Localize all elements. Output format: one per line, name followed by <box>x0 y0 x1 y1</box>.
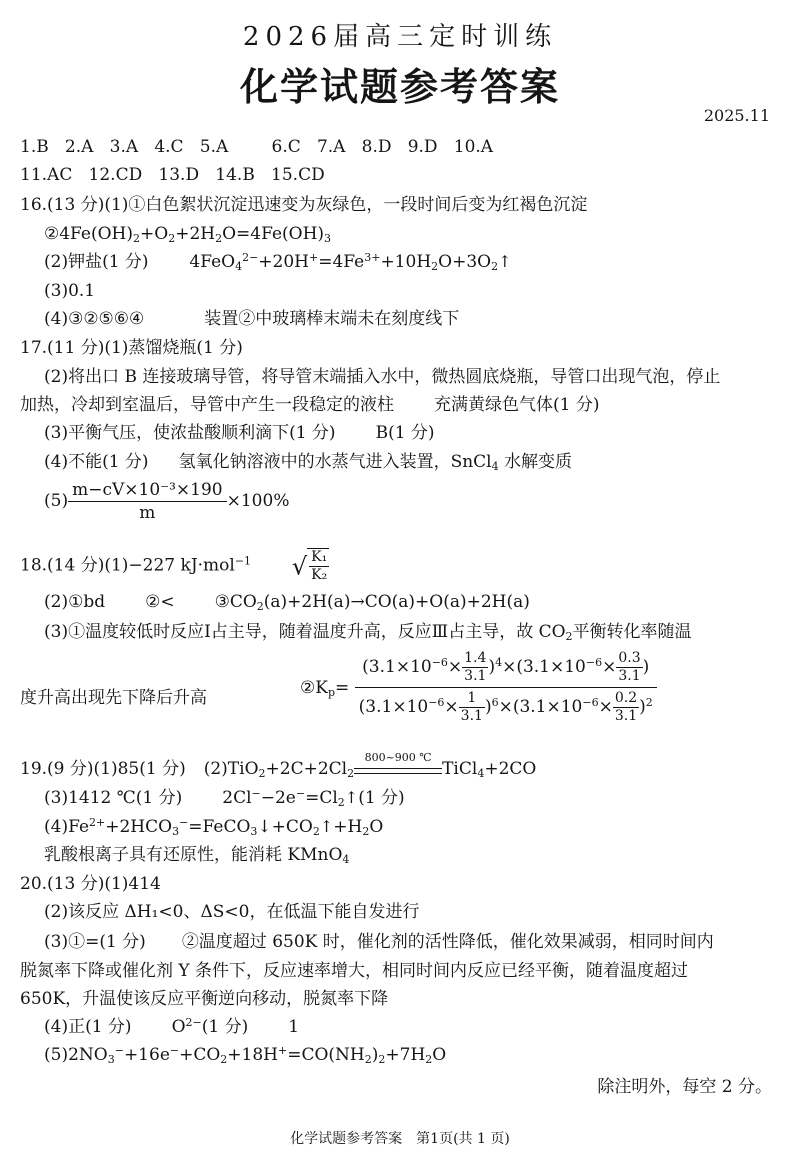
q16-equation-1: $②4Fe(OH)_2+O_2+2H_2O=4Fe(OH)_3$ <box>44 224 332 245</box>
reaction-condition: 800~900 ℃ <box>354 760 442 780</box>
mc-answers-row-2: 11.AC 12.CD 13.D 14.B 15.CD <box>20 165 325 185</box>
q18-part-2: (2)①bd ②< $③CO_2(a)+2H(a)\to CO(a)+O(a)+2H(a)$ <box>44 592 530 613</box>
q20-part-2: (2)该反应 ΔH₁<0、ΔS<0，在低温下能自发进行 <box>44 902 420 922</box>
q17-part-3: (3)平衡气压，使浓盐酸顺利滴下(1 分) B(1 分) <box>44 423 435 443</box>
q16-part-2: (2)钾盐(1 分) $4FeO_4^{2-}+20H^+=4Fe^{3+}+10H_2O+3O_2↑$ <box>44 251 512 273</box>
date: 2025.11 <box>703 106 770 125</box>
precipitate-arrow-icon: ↓ <box>257 817 272 837</box>
q20-head: 20.(13 分)(1)414 <box>20 874 161 894</box>
q17-part-4: (4)不能(1 分) 氢氧化钠溶液中的水蒸气进入装置，SnCl$_4$ 水解变质 <box>44 452 573 473</box>
q20-part-3-line-1: (3)①=(1 分) ②温度超过 650K 时，催化剂的活性降低，催化效果减弱，相同时间内 <box>44 932 714 952</box>
q19-part-4-equation: $(4)Fe^{2+}+2HCO_3^-=FeCO_3↓+CO_2↑+H_2O$ <box>44 816 384 838</box>
q19-part-3: (3)1412 ℃(1 分) $2Cl^--2e^-=Cl_2↑(1$ 分) <box>44 787 405 809</box>
q16-part-3: (3)0.1 <box>44 281 96 301</box>
page-footer: 化学试题参考答案 第1页(共 1 页) <box>290 1131 510 1147</box>
exam-title: 2026届高三定时训练 <box>242 22 558 52</box>
q16-part-4: (4)③②⑤⑥④ 装置②中玻璃棒末端未在刻度线下 <box>44 309 460 329</box>
q18-part-3-line-1: (3)①温度较低时反应Ⅰ占主导，随着温度升高，反应Ⅲ占主导，故 $CO_2$平衡转化率随温 <box>44 622 692 643</box>
gas-arrow-icon: ↑ <box>319 817 334 836</box>
q20-part-3-line-2: 脱氮率下降或催化剂 Y 条件下，反应速率增大，相同时间内反应已经平衡，随着温度超过 <box>20 961 689 981</box>
q18-head: 18.(14 分)(1)−227 kJ·mol$^{-1}$ √ $\frac{\text{K₁}}{\text{K₂}}$ <box>20 549 328 583</box>
q17-part-5-formula: (5) $\frac{\text{m−cV×10⁻³×190}}{m}$ ×100% <box>44 480 290 523</box>
kp-expression: $②K_p=$ ($3.1\times 10^{-6}\times$ $\frac{1.4}{3.1}$ )$^4\times(3.1\times 10^{-6}\times$ $\frac{0.3}{3.1}$ ) ($3.1\times 10^{-6}\times$ $\frac{1}{3.1}$ )$^6\times(3.1\times 10^{-6}\times$ $\frac{0.2}{3.1}$ )$^2$ <box>300 650 657 725</box>
q17-part-2-line-2: 加热，冷却到室温后，导管中产生一段稳定的液柱 充满黄绿色气体(1 分) <box>20 395 600 415</box>
q18-part-3-line-2: 度升高出现先下降后升高 <box>20 688 207 708</box>
gas-arrow-icon: ↑ <box>344 788 359 807</box>
q16-equation-2: $4FeO_4^{2-}+20H^+=4Fe^{3+}+10H_2O+3O_2↑$ <box>189 251 512 273</box>
sqrt-k-ratio: √ $\frac{\text{K₁}}{\text{K₂}}$ <box>291 549 328 583</box>
q20-part-3-line-3: 650K，升温使该反应平衡逆向移动，脱氮率下降 <box>20 989 389 1009</box>
q20-part-5-equation: $(5)2NO_3^-+16e^-+CO_2+18H^+=CO(NH_2)_2+7H_2O$ <box>44 1044 447 1066</box>
gas-arrow-icon: ↑ <box>498 252 512 271</box>
q20-part-4: (4)正(1 分) $O^{2-}(1$ 分) 1 <box>44 1016 300 1037</box>
q17-head: 17.(11 分)(1)蒸馏烧瓶(1 分) <box>20 338 243 358</box>
scoring-note: 除注明外，每空 2 分。 <box>597 1077 772 1097</box>
q19-part-4-note: 乳酸根离子具有还原性，能消耗 KMnO$_4$ <box>44 845 350 866</box>
mc-answers-row-1: 1.B 2.A 3.A 4.C 5.A 6.C 7.A 8.D 9.D 10.A <box>20 137 494 157</box>
q16-head: 16.(13 分)(1)①白色絮状沉淀迅速变为灰绿色，一段时间后变为红褐色沉淀 <box>20 195 588 215</box>
answer-key-title: 化学试题参考答案 <box>239 65 560 109</box>
q17-part-2-line-1: (2)将出口 B 连接玻璃导管，将导管末端插入水中，微热圆底烧瓶，导管口出现气泡，停止 <box>44 367 721 387</box>
q19-head: 19.(9 分)(1)85(1 分) $(2)TiO_2+2C+2Cl_2$ 800~900 ℃ TiCl$_4$+2CO <box>20 750 537 780</box>
